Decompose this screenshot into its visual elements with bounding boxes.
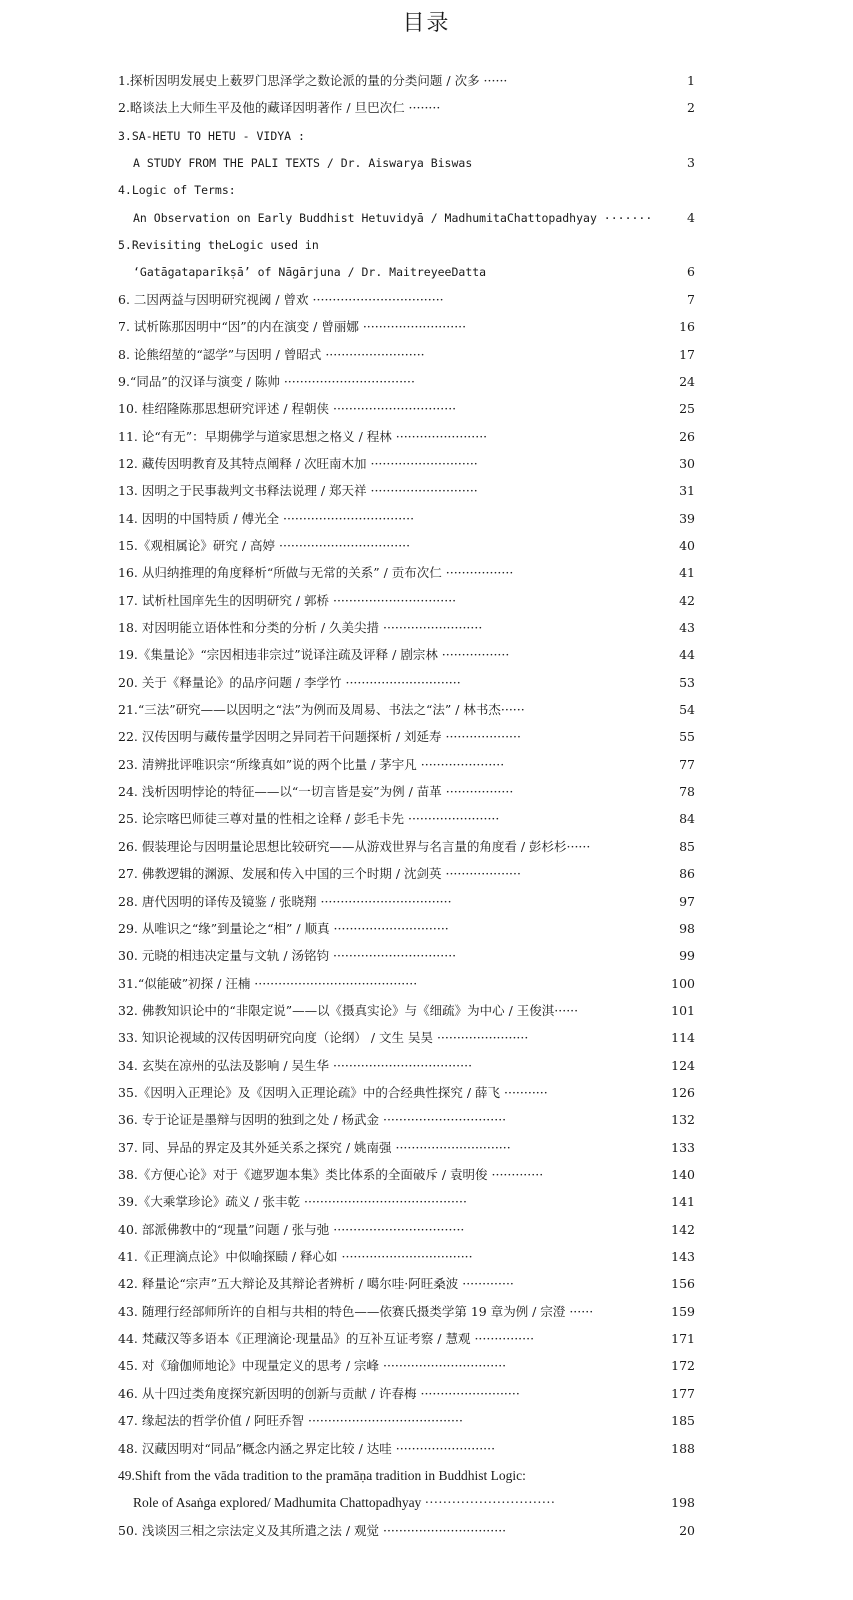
toc-page-number: 198 xyxy=(671,1495,695,1511)
toc-entry-text: 22. 汉传因明与藏传量学因明之异同若干问题探析 / 刘延寿 ··················· xyxy=(118,729,521,745)
toc-page-number: 2 xyxy=(687,100,695,116)
toc-page-number: 100 xyxy=(671,975,695,991)
toc-entry-text: 15.《观相属论》研究 / 高婷 ································· xyxy=(118,537,411,553)
toc-page-number: 55 xyxy=(679,729,695,745)
toc-entry-text: 41.《正理滴点论》中似喻探赜 / 释心如 ································· xyxy=(118,1249,473,1265)
toc-entry[interactable] xyxy=(0,834,853,860)
toc-entry-text: 18. 对因明能立语体性和分类的分析 / 久美尖措 ························· xyxy=(118,620,483,635)
toc-page-number: 20 xyxy=(679,1522,695,1538)
toc-entry-text: 32. 佛教知识论中的“非限定说”——以《摄真实论》与《细疏》为中心 / 王俊淇······ xyxy=(118,1002,579,1018)
toc-page-number: 188 xyxy=(671,1440,695,1456)
toc-entry[interactable] xyxy=(0,1135,853,1161)
toc-entry-text: 2.略谈法上大师生平及他的藏译因明著作 / 旦巴次仁 ········ xyxy=(118,100,441,116)
toc-page-number: 143 xyxy=(671,1249,695,1265)
toc-entry-text: 3.SA-HETU TO HETU - VIDYA : xyxy=(118,128,305,143)
toc-entry-text: 27. 佛教逻辑的渊源、发展和传入中国的三个时期 / 沈剑英 ··················· xyxy=(118,866,521,882)
toc-entry-text: 5.Revisiting theLogic used in xyxy=(118,238,319,253)
toc-entry[interactable] xyxy=(0,1436,853,1462)
toc-entry-text: 40. 部派佛教中的“现量”问题 / 张与弛 ································· xyxy=(118,1221,465,1237)
toc-entry[interactable] xyxy=(0,1080,853,1106)
toc-entry[interactable] xyxy=(0,205,853,231)
toc-entry[interactable] xyxy=(0,916,853,942)
toc-entry[interactable] xyxy=(0,451,853,477)
toc-page-number: 31 xyxy=(679,483,695,499)
toc-entry[interactable] xyxy=(0,396,853,422)
toc-entry-text: 17. 试析杜国庠先生的因明研究 / 郭桥 ······························· xyxy=(118,592,457,608)
toc-page-number: 185 xyxy=(671,1413,695,1429)
toc-entry[interactable] xyxy=(0,1244,853,1270)
toc-page-number: 171 xyxy=(671,1331,695,1347)
toc-entry[interactable] xyxy=(0,287,853,313)
toc-page-number: 86 xyxy=(679,866,695,882)
toc-entry-text: 37. 同、异品的界定及其外延关系之探究 / 姚南强 ····························· xyxy=(118,1139,511,1155)
toc-page-number: 140 xyxy=(671,1167,695,1182)
toc-page-number: 1 xyxy=(687,73,695,88)
toc-entry[interactable] xyxy=(0,670,853,696)
toc-entry-text: 50. 浅谈因三相之宗法定义及其所遣之法 / 观觉 ······························· xyxy=(118,1522,507,1538)
toc-entry[interactable] xyxy=(0,1463,853,1489)
toc-entry-text: 8. 论熊绍堃的“認学”与因明 / 曾昭式 ························· xyxy=(118,346,425,362)
toc-entry-text: 16. 从归纳推理的角度释析“所做与无常的关系” / 贡布次仁 ················· xyxy=(118,565,514,581)
toc-entry-text: 45. 对《瑜伽师地论》中现量定义的思考 / 宗峰 ······························· xyxy=(118,1358,507,1374)
toc-entry[interactable] xyxy=(0,478,853,504)
toc-entry-text: 43. 随理行经部师所许的自相与共相的特色——依赛氏摄类学第 19 章为例 / 宗澄 ······ xyxy=(118,1303,594,1319)
toc-entry[interactable] xyxy=(0,1490,853,1516)
toc-entry[interactable] xyxy=(0,642,853,668)
toc-page-number: 159 xyxy=(671,1303,695,1319)
toc-entry[interactable] xyxy=(0,1518,853,1544)
toc-page-number: 156 xyxy=(671,1276,695,1292)
toc-entry[interactable] xyxy=(0,177,853,203)
toc-entry[interactable] xyxy=(0,998,853,1024)
toc-page-number: 54 xyxy=(679,702,695,718)
toc-entry-text: 33. 知识论视域的汉传因明研究向度（论纲） / 文生 吴昊 ······················· xyxy=(118,1030,529,1046)
toc-entry[interactable] xyxy=(0,95,853,121)
toc-page-number: 142 xyxy=(671,1221,695,1237)
toc-entry[interactable] xyxy=(0,1326,853,1352)
toc-entry-text: ‘Gatāgataparīkṣā’ of Nāgārjuna / Dr. MaitreyeeDatta xyxy=(133,265,487,280)
toc-entry-text: 24. 浅析因明悖论的特征——以“一切言皆是妄”为例 / 苗革 ················· xyxy=(118,784,514,800)
toc-entry[interactable] xyxy=(0,506,853,532)
toc-entry-text: 29. 从唯识之“缘”到量论之“相” / 顺真 ····························· xyxy=(118,920,449,936)
toc-page-number: 6 xyxy=(687,264,695,280)
toc-entry-text: 35.《因明入正理论》及《因明入正理论疏》中的合经典性探究 / 薛飞 ··········· xyxy=(118,1084,548,1100)
toc-entry-text: A STUDY FROM THE PALI TEXTS / Dr. Aiswarya Biswas xyxy=(133,156,473,171)
toc-entry-text: 9.“同品”的汉译与演变 / 陈帅 ································· xyxy=(118,373,415,389)
toc-entry-text: 47. 缘起法的哲学价值 / 阿旺乔智 ······································· xyxy=(118,1413,463,1429)
toc-page-number: 85 xyxy=(679,838,695,854)
toc-entry-text: 36. 专于论证是墨辩与因明的独到之处 / 杨武金 ······························· xyxy=(118,1112,507,1128)
toc-entry[interactable] xyxy=(0,1353,853,1379)
toc-page-number: 17 xyxy=(679,346,695,362)
toc-page-number: 77 xyxy=(679,756,695,772)
toc-page-number: 133 xyxy=(671,1139,695,1155)
toc-entry[interactable] xyxy=(0,1025,853,1051)
toc-entry[interactable] xyxy=(0,752,853,778)
toc-entry-text: 31.“似能破”初探 / 汪楠 ········································· xyxy=(118,975,418,991)
toc-page-number: 43 xyxy=(679,620,695,635)
toc-entry-text: 46. 从十四过类角度探究新因明的创新与贡献 / 许春梅 ························· xyxy=(118,1385,520,1401)
toc-entry[interactable] xyxy=(0,861,853,887)
toc-entry[interactable] xyxy=(0,724,853,750)
toc-entry[interactable] xyxy=(0,615,853,641)
toc-page-number: 99 xyxy=(679,948,695,964)
toc-entry-text: 38.《方便心论》对于《遮罗迦本集》类比体系的全面破斥 / 袁明俊 ············· xyxy=(118,1167,544,1182)
toc-entry-text: 48. 汉藏因明对“同品”概念内涵之界定比较 / 达哇 ························· xyxy=(118,1440,496,1456)
toc-entry-text: 10. 桂绍隆陈那思想研究评述 / 程朝侠 ······························· xyxy=(118,401,457,417)
toc-page-number: 126 xyxy=(671,1084,695,1100)
page-title: 目录 xyxy=(402,11,451,36)
toc-page-number: 53 xyxy=(679,674,695,690)
toc-entry[interactable] xyxy=(0,68,853,94)
toc-entry-text: 39.《大乘掌珍论》疏义 / 张丰乾 ········································· xyxy=(118,1194,467,1210)
toc-entry[interactable] xyxy=(0,123,853,149)
toc-page-number: 124 xyxy=(671,1057,695,1073)
toc-page-number: 40 xyxy=(679,537,695,553)
toc-page-number: 44 xyxy=(679,647,695,663)
toc-page-number: 4 xyxy=(687,209,695,225)
toc-entry[interactable] xyxy=(0,971,853,997)
toc-entry[interactable] xyxy=(0,1162,853,1188)
toc-entry-text: 23. 清辨批评唯识宗“所缘真如”说的两个比量 / 茅宇凡 ····················· xyxy=(118,756,505,772)
toc-entry[interactable] xyxy=(0,1053,853,1079)
toc-page-number: 177 xyxy=(671,1385,695,1401)
toc-entry[interactable] xyxy=(0,342,853,368)
toc-entry[interactable] xyxy=(0,1271,853,1297)
toc-page-number: 132 xyxy=(671,1112,695,1128)
toc-entry[interactable] xyxy=(0,232,853,258)
toc-entry[interactable] xyxy=(0,779,853,805)
toc-entry-text: 1.探析因明发展史上薮罗门思泽学之数论派的量的分类问题 / 次多 ······ xyxy=(118,73,508,88)
toc-entry[interactable] xyxy=(0,1299,853,1325)
toc-entry[interactable] xyxy=(0,150,853,176)
toc-entry[interactable] xyxy=(0,588,853,614)
toc-entry[interactable] xyxy=(0,697,853,723)
toc-entry-text: 34. 玄奘在凉州的弘法及影响 / 吴生华 ··································· xyxy=(118,1057,473,1073)
toc-page-number: 84 xyxy=(679,811,695,827)
toc-entry-text: 4.Logic of Terms: xyxy=(118,183,236,198)
toc-entry-text: 11. 论“有无”：早期佛学与道家思想之格义 / 程林 ······················· xyxy=(118,428,488,444)
toc-page-number: 172 xyxy=(671,1358,695,1374)
toc-page-number: 16 xyxy=(679,319,695,335)
toc-entry[interactable] xyxy=(0,424,853,450)
toc-entry[interactable] xyxy=(0,806,853,832)
toc-entry-text: 44. 梵藏汉等多语本《正理滴论·现量品》的互补互证考察 / 慧观 ··············· xyxy=(118,1331,535,1347)
toc-page-number: 98 xyxy=(679,920,695,936)
toc-entry[interactable] xyxy=(0,314,853,340)
toc-entry[interactable] xyxy=(0,943,853,969)
toc-entry-text: 14. 因明的中国特质 / 傅光全 ································· xyxy=(118,510,415,526)
toc-entry-text: 6. 二因两益与因明研究视阈 / 曾欢 ································· xyxy=(118,291,444,307)
toc-entry[interactable] xyxy=(0,560,853,586)
toc-entry[interactable] xyxy=(0,1217,853,1243)
toc-entry-text: 19.《集量论》“宗因相违非宗过”说译注疏及评释 / 剧宗林 ················· xyxy=(118,647,510,663)
toc-entry-text: 20. 关于《释量论》的品序问题 / 李学竹 ····························· xyxy=(118,674,461,690)
toc-entry[interactable] xyxy=(0,533,853,559)
toc-page-number: 97 xyxy=(679,893,695,909)
toc-entry-text: Role of Asaṅga explored/ Madhumita Chattopadhyay ····························· xyxy=(133,1495,556,1511)
toc-page-number: 141 xyxy=(671,1194,695,1210)
toc-page-number: 101 xyxy=(671,1002,695,1018)
toc-entry-text: 13. 因明之于民事裁判文书释法说理 / 郑天祥 ··························· xyxy=(118,483,478,499)
toc-page-number: 39 xyxy=(679,510,695,526)
toc-entry-text: 28. 唐代因明的译传及镜鉴 / 张晓翔 ································· xyxy=(118,893,452,909)
toc-entry-text: 30. 元晓的相违决定量与文轨 / 汤铭钧 ······························· xyxy=(118,948,457,964)
toc-page-number: 25 xyxy=(679,401,695,417)
toc-entry-text: 26. 假装理论与因明量论思想比较研究——从游戏世界与名言量的角度看 / 彭杉杉······ xyxy=(118,838,591,854)
toc-entry-text: 25. 论宗喀巴师徒三尊对量的性相之诠释 / 彭毛卡先 ······················· xyxy=(118,811,500,827)
toc-page-number: 114 xyxy=(671,1030,695,1046)
toc-entry-text: 42. 释量论“宗声”五大辩论及其辩论者辨析 / 噶尔哇·阿旺桑波 ············· xyxy=(118,1276,514,1292)
toc-entry-text: 21.“三法”研究——以因明之“法”为例而及周易、书法之“法” / 林书杰······ xyxy=(118,702,525,718)
toc-entry-text: 7. 试析陈那因明中“因”的内在演变 / 曾丽娜 ·························· xyxy=(118,319,467,335)
toc-entry[interactable] xyxy=(0,1408,853,1434)
toc-entry[interactable] xyxy=(0,889,853,915)
toc-entry-text: 49.Shift from the vāda tradition to the pramāṇa tradition in Buddhist Logic: xyxy=(118,1467,526,1483)
toc-entry[interactable] xyxy=(0,369,853,395)
toc-page-number: 41 xyxy=(679,565,695,581)
toc-page-number: 24 xyxy=(679,373,695,389)
toc-page-number: 3 xyxy=(687,155,695,171)
toc-entry[interactable] xyxy=(0,259,853,285)
toc-page-number: 42 xyxy=(679,592,695,608)
toc-page-number: 30 xyxy=(679,455,695,471)
toc-page-number: 26 xyxy=(679,428,695,444)
toc-page-number: 7 xyxy=(687,291,695,307)
toc-entry-text: An Observation on Early Buddhist Hetuvidyā / MadhumitaChattopadhyay ······· xyxy=(133,210,653,225)
toc-entry[interactable] xyxy=(0,1107,853,1133)
toc-entry[interactable] xyxy=(0,1381,853,1407)
toc-entry-text: 12. 藏传因明教育及其特点阐释 / 次旺南木加 ··························· xyxy=(118,455,478,471)
toc-entry[interactable] xyxy=(0,1189,853,1215)
toc-page-number: 78 xyxy=(679,784,695,800)
